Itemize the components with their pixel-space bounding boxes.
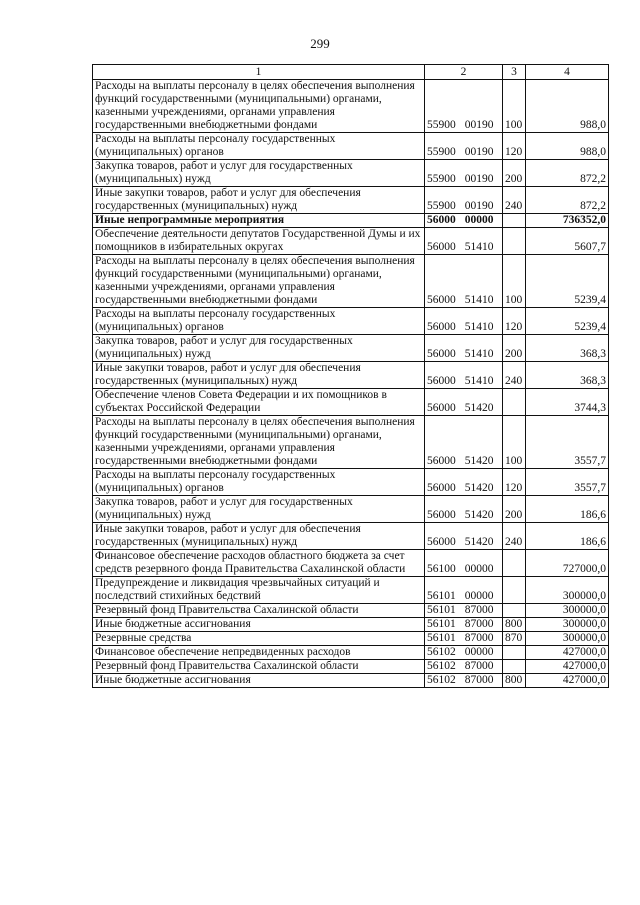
row-code-program: 56102 [427, 660, 456, 672]
row-code-cell [425, 187, 503, 214]
row-amount-cell: 368,3 [526, 335, 609, 362]
row-expense-type-cell: 200 [503, 335, 526, 362]
row-code-program: 56101 [427, 618, 456, 630]
row-name-cell: Иные закупки товаров, работ и услуг для обеспечения государственных (муниципальных) нужд [93, 362, 425, 389]
row-code-cell [425, 308, 503, 335]
row-code-direction: 51420 [464, 482, 494, 494]
row-expense-type-cell: 120 [503, 469, 526, 496]
row-code-cell [425, 214, 503, 228]
row-code-cell [425, 618, 503, 632]
row-amount-cell: 368,3 [526, 362, 609, 389]
row-amount-cell: 300000,0 [526, 577, 609, 604]
row-code-direction: 51410 [464, 241, 494, 253]
row-name-cell: Резервные средства [93, 632, 425, 646]
table-row [93, 228, 609, 255]
row-code-program: 56000 [427, 536, 456, 548]
row-code-program: 56000 [427, 482, 456, 494]
table-row [93, 214, 609, 228]
row-code-direction: 00000 [464, 590, 494, 602]
table-row [93, 674, 609, 688]
row-code-program: 55900 [427, 173, 456, 185]
row-code-cell [425, 496, 503, 523]
row-code-direction: 51410 [464, 348, 494, 360]
row-amount-cell: 427000,0 [526, 674, 609, 688]
row-code-program: 56000 [427, 294, 456, 306]
row-amount-cell: 5239,4 [526, 255, 609, 308]
row-code-program: 56000 [427, 375, 456, 387]
row-amount-cell: 3557,7 [526, 416, 609, 469]
row-expense-type-cell: 240 [503, 362, 526, 389]
row-code-direction: 51410 [464, 321, 494, 333]
table-row [93, 416, 609, 469]
header-row [93, 65, 609, 80]
row-code-direction: 51420 [464, 509, 494, 521]
row-code-program: 56100 [427, 563, 456, 575]
row-amount-cell: 5607,7 [526, 228, 609, 255]
table-row [93, 308, 609, 335]
table-row [93, 255, 609, 308]
row-code-direction: 51420 [464, 402, 494, 414]
row-expense-type-cell: 240 [503, 187, 526, 214]
row-expense-type-cell: 120 [503, 133, 526, 160]
row-expense-type-cell: 100 [503, 255, 526, 308]
row-name-cell: Расходы на выплаты персоналу в целях обеспечения выполнения функций государственными (муниципальными) органами, казенными учреждениями, органами управления государственными внебюджетными фондами [93, 80, 425, 133]
row-code-program: 56000 [427, 509, 456, 521]
row-amount-cell: 3744,3 [526, 389, 609, 416]
row-expense-type-cell: 800 [503, 618, 526, 632]
column-header-type: 3 [503, 65, 526, 80]
row-amount-cell: 727000,0 [526, 550, 609, 577]
row-expense-type-cell [503, 577, 526, 604]
row-code-cell [425, 389, 503, 416]
table-row [93, 604, 609, 618]
row-expense-type-cell [503, 660, 526, 674]
table-header [93, 65, 609, 80]
row-code-direction: 87000 [464, 618, 494, 630]
row-amount-cell: 736352,0 [526, 214, 609, 228]
table-row [93, 133, 609, 160]
row-code-cell [425, 674, 503, 688]
table-row [93, 550, 609, 577]
row-code-program: 56000 [427, 455, 456, 467]
row-name-cell: Закупка товаров, работ и услуг для государственных (муниципальных) нужд [93, 335, 425, 362]
row-code-cell [425, 335, 503, 362]
row-code-cell [425, 646, 503, 660]
row-code-direction: 51410 [464, 294, 494, 306]
row-amount-cell: 300000,0 [526, 632, 609, 646]
row-expense-type-cell: 870 [503, 632, 526, 646]
row-amount-cell: 186,6 [526, 523, 609, 550]
table-row [93, 389, 609, 416]
row-name-cell: Финансовое обеспечение непредвиденных расходов [93, 646, 425, 660]
row-code-direction: 87000 [464, 674, 494, 686]
page-number: 299 [310, 36, 330, 51]
row-code-program: 56000 [427, 214, 456, 226]
row-code-program: 56102 [427, 674, 456, 686]
table-row [93, 660, 609, 674]
row-amount-cell: 300000,0 [526, 618, 609, 632]
row-code-direction: 00190 [464, 200, 494, 212]
row-code-program: 55900 [427, 119, 456, 131]
row-name-cell: Закупка товаров, работ и услуг для государственных (муниципальных) нужд [93, 160, 425, 187]
column-header-code: 2 [425, 65, 503, 80]
row-amount-cell: 3557,7 [526, 469, 609, 496]
row-amount-cell: 427000,0 [526, 646, 609, 660]
row-name-cell: Иные бюджетные ассигнования [93, 674, 425, 688]
row-code-cell [425, 550, 503, 577]
row-code-direction: 51420 [464, 455, 494, 467]
row-amount-cell: 186,6 [526, 496, 609, 523]
table-row [93, 577, 609, 604]
row-amount-cell: 872,2 [526, 187, 609, 214]
row-code-direction: 00000 [464, 563, 494, 575]
row-code-cell [425, 416, 503, 469]
row-name-cell: Расходы на выплаты персоналу государственных (муниципальных) органов [93, 308, 425, 335]
table-row [93, 523, 609, 550]
row-name-cell: Предупреждение и ликвидация чрезвычайных ситуаций и последствий стихийных бедствий [93, 577, 425, 604]
row-code-direction: 87000 [464, 660, 494, 672]
row-code-cell [425, 80, 503, 133]
row-code-cell [425, 133, 503, 160]
table-body [93, 80, 609, 688]
row-expense-type-cell [503, 214, 526, 228]
row-code-cell [425, 577, 503, 604]
column-header-name: 1 [93, 65, 425, 80]
row-code-program: 56000 [427, 402, 456, 414]
table-row [93, 496, 609, 523]
row-name-cell: Резервный фонд Правительства Сахалинской области [93, 604, 425, 618]
row-expense-type-cell [503, 228, 526, 255]
row-name-cell: Обеспечение деятельности депутатов Государственной Думы и их помощников в избирательных округах [93, 228, 425, 255]
table-row [93, 469, 609, 496]
row-code-direction: 51420 [464, 536, 494, 548]
row-expense-type-cell: 800 [503, 674, 526, 688]
row-code-direction: 87000 [464, 632, 494, 644]
row-name-cell: Иные непрограммные мероприятия [93, 214, 425, 228]
table-row [93, 618, 609, 632]
row-code-cell [425, 632, 503, 646]
row-name-cell: Расходы на выплаты персоналу государственных (муниципальных) органов [93, 469, 425, 496]
row-code-direction: 00000 [464, 646, 494, 658]
row-code-cell [425, 523, 503, 550]
row-name-cell: Расходы на выплаты персоналу государственных (муниципальных) органов [93, 133, 425, 160]
row-expense-type-cell [503, 646, 526, 660]
row-code-program: 56000 [427, 241, 456, 253]
row-expense-type-cell: 240 [503, 523, 526, 550]
row-code-direction: 00190 [464, 173, 494, 185]
column-header-amount: 4 [526, 65, 609, 80]
row-name-cell: Резервный фонд Правительства Сахалинской области [93, 660, 425, 674]
row-name-cell: Расходы на выплаты персоналу в целях обеспечения выполнения функций государственными (муниципальными) органами, казенными учреждениями, органами управления государственными внебюджетными фондами [93, 416, 425, 469]
row-name-cell: Закупка товаров, работ и услуг для государственных (муниципальных) нужд [93, 496, 425, 523]
row-code-program: 56101 [427, 590, 456, 602]
table-row [93, 362, 609, 389]
row-name-cell: Иные закупки товаров, работ и услуг для обеспечения государственных (муниципальных) нужд [93, 523, 425, 550]
row-amount-cell: 300000,0 [526, 604, 609, 618]
row-expense-type-cell [503, 550, 526, 577]
row-name-cell: Финансовое обеспечение расходов областного бюджета за счет средств резервного фонда Правительства Сахалинской области [93, 550, 425, 577]
row-code-cell [425, 660, 503, 674]
row-code-program: 55900 [427, 200, 456, 212]
row-code-direction: 00000 [464, 214, 494, 226]
row-amount-cell: 872,2 [526, 160, 609, 187]
row-code-direction: 51410 [464, 375, 494, 387]
row-expense-type-cell [503, 604, 526, 618]
row-code-direction: 00190 [464, 119, 494, 131]
row-code-program: 56000 [427, 321, 456, 333]
row-amount-cell: 5239,4 [526, 308, 609, 335]
row-code-program: 56102 [427, 646, 456, 658]
row-code-cell [425, 362, 503, 389]
row-code-cell [425, 255, 503, 308]
table-row [93, 160, 609, 187]
budget-table [92, 64, 609, 688]
row-name-cell: Иные закупки товаров, работ и услуг для обеспечения государственных (муниципальных) нужд [93, 187, 425, 214]
row-amount-cell: 988,0 [526, 133, 609, 160]
table-row [93, 632, 609, 646]
row-name-cell: Иные бюджетные ассигнования [93, 618, 425, 632]
row-code-cell [425, 469, 503, 496]
row-code-program: 56101 [427, 632, 456, 644]
row-expense-type-cell: 100 [503, 80, 526, 133]
table-row [93, 187, 609, 214]
row-amount-cell: 427000,0 [526, 660, 609, 674]
row-code-cell [425, 160, 503, 187]
row-expense-type-cell: 200 [503, 160, 526, 187]
row-name-cell: Обеспечение членов Совета Федерации и их помощников в субъектах Российской Федерации [93, 389, 425, 416]
row-expense-type-cell: 100 [503, 416, 526, 469]
row-expense-type-cell [503, 389, 526, 416]
row-code-program: 55900 [427, 146, 456, 158]
row-code-direction: 00190 [464, 146, 494, 158]
row-code-direction: 87000 [464, 604, 494, 616]
row-expense-type-cell: 200 [503, 496, 526, 523]
table-row [93, 646, 609, 660]
row-code-program: 56101 [427, 604, 456, 616]
row-expense-type-cell: 120 [503, 308, 526, 335]
row-code-cell [425, 604, 503, 618]
row-code-program: 56000 [427, 348, 456, 360]
row-code-cell [425, 228, 503, 255]
row-name-cell: Расходы на выплаты персоналу в целях обеспечения выполнения функций государственными (муниципальными) органами, казенными учреждениями, органами управления государственными внебюджетными фондами [93, 255, 425, 308]
row-amount-cell: 988,0 [526, 80, 609, 133]
table-row [93, 335, 609, 362]
table-row [93, 80, 609, 133]
